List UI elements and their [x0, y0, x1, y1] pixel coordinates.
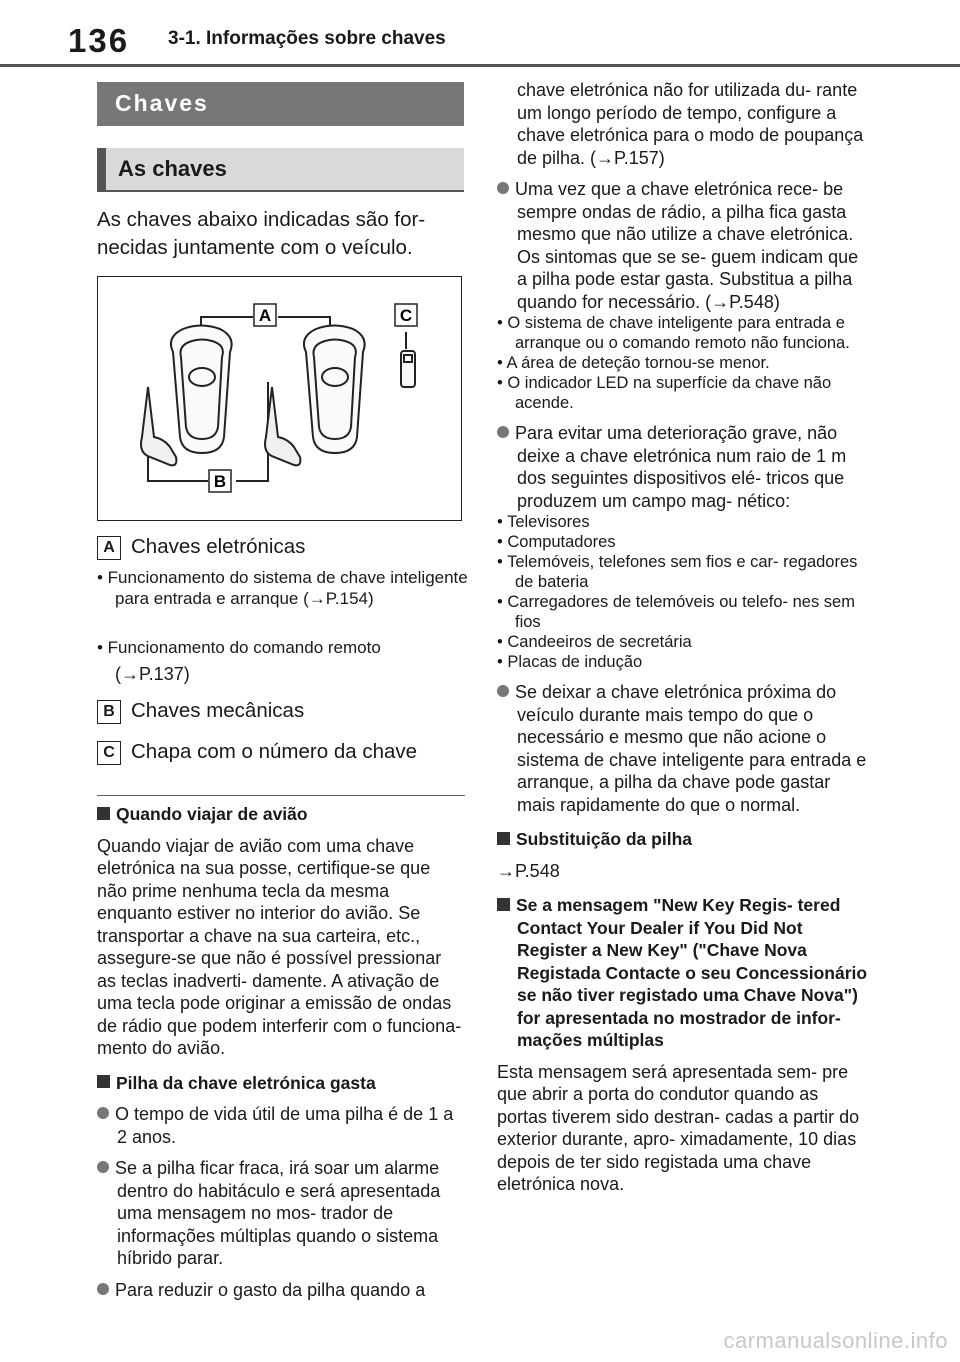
device-3: • Telemóveis, telefones sem fios e car- regadores de bateria — [497, 553, 858, 591]
legend-b-box: B — [97, 700, 121, 724]
header-rule — [0, 64, 960, 67]
heading-airplane: Quando viajar de avião — [97, 803, 465, 826]
legend-c — [97, 740, 417, 765]
deterioration-note: Para evitar uma deterioração grave, não deixe a chave eletrónica num raio de 1 m dos seguintes dispositivos elé- tricos que produzem um campo mag- nético: — [497, 422, 869, 512]
intro-text: As chaves abaixo indicadas são for- necidas juntamente com o veículo. — [97, 208, 426, 259]
page-header — [0, 0, 960, 66]
proximity-note: Se deixar a chave eletrónica próxima do veículo durante mais tempo do que o necessário e mesmo que não acione o sistema de chave inteligente para entrada e arranque, a pilha da chave pode gastar mais rapidamente do que o normal. — [497, 681, 869, 816]
heading-new-key-message: Se a mensagem "New Key Regis- tered Contact Your Dealer if You Did Not Register a New Key" ("Chave Nova Registada Contacte o seu Concessionário se não tiver registado uma Chave Nova") for apresentada no mostrador de infor- mações múltiplas — [497, 894, 869, 1052]
device-4: • Carregadores de telemóveis ou telefo- nes sem fios — [497, 593, 855, 631]
square-bullet-icon — [97, 1075, 110, 1088]
square-bullet-icon — [497, 898, 510, 911]
keys-illustration — [97, 276, 462, 521]
legend-b — [97, 699, 304, 724]
new-key-message-text: Esta mensagem será apresentada sem- pre que abrir a porta do condutor quando as portas tiverem sido destran- cadas a partir do exterior durante, apro- ximadamente, 10 dias depois de ter sido registada uma chave eletrónica nova. — [497, 1061, 860, 1194]
section-title: Chaves — [97, 82, 464, 126]
legend-a — [97, 535, 305, 560]
subsection-title: As chaves — [97, 148, 464, 192]
circle-bullet-icon — [97, 1161, 109, 1173]
square-bullet-icon — [497, 832, 510, 845]
circle-bullet-icon — [497, 182, 509, 194]
legend-a-bullet-1: • Funcionamento do sistema de chave inteligente para entrada e arranque (→P.154) — [97, 568, 468, 608]
label-a: A — [258, 306, 272, 325]
keys-drawing — [98, 277, 460, 519]
circle-bullet-icon — [97, 1107, 109, 1119]
watermark: carmanualsonline.info — [723, 1328, 948, 1353]
section-divider — [97, 795, 465, 796]
radio-waves-note: Uma vez que a chave eletrónica rece- be sempre ondas de rádio, a pilha fica gasta mesmo que não utilize a chave eletrónica. Os sintomas que se se- guem indicam que a pilha pode estar gasta. Substitua a pilha quando for necessário. (→P.548) — [497, 178, 869, 313]
symptom-1: • O sistema de chave inteligente para entrada e arranque ou o comando remoto não funciona. — [497, 314, 850, 352]
device-5: • Candeeiros de secretária — [497, 633, 692, 651]
legend-a-bullet-2: • Funcionamento do comando remoto — [97, 638, 381, 657]
right-column-notes — [497, 79, 869, 1196]
airplane-text: Quando viajar de avião com uma chave eletrónica na sua posse, certifique-se que não prime nenhuma tecla da mesma enquanto estiver no interior do avião. Se transportar a chave na sua carteira, etc., assegure-se que não é possível pressionar as teclas inadverti- damente. A ativação de uma tecla pode originar a emissão de ondas de rádio que podem interferir com o funciona- mento do avião. — [97, 835, 462, 1058]
page-number: 136 — [68, 22, 130, 59]
battery-saving-text: chave eletrónica não for utilizada du- rante um longo período de tempo, configure a chave eletrónica para o modo de poupança de pilha. (→P.157) — [517, 80, 864, 168]
device-6: • Placas de indução — [497, 653, 643, 671]
device-2: • Computadores — [497, 533, 616, 551]
heading-battery: Pilha da chave eletrónica gasta — [97, 1072, 465, 1095]
legend-c-text: Chapa com o número da chave — [131, 740, 418, 763]
left-column-notes — [97, 803, 465, 1301]
device-1: • Televisores — [497, 513, 590, 531]
legend-b-text: Chaves mecânicas — [131, 699, 305, 722]
legend-a-text: Chaves eletrónicas — [131, 535, 306, 558]
battery-note-2: Se a pilha ficar fraca, irá soar um alarme dentro do habitáculo e será apresentada uma mensagem no mos- trador de informações múltiplas quando o sistema híbrido parar. — [97, 1157, 465, 1270]
replacement-ref: →P.548 — [497, 860, 560, 881]
legend-c-box: C — [97, 741, 121, 765]
circle-bullet-icon — [497, 426, 509, 438]
label-c: C — [399, 306, 413, 325]
legend-a-box: A — [97, 536, 121, 560]
circle-bullet-icon — [97, 1283, 109, 1295]
battery-note-3: Para reduzir o gasto da pilha quando a — [97, 1279, 465, 1302]
heading-replacement: Substituição da pilha — [497, 828, 869, 851]
legend-a-bullet-2-ref: (→P.137) — [115, 664, 190, 684]
symptom-2: • A área de deteção tornou-se menor. — [497, 354, 770, 372]
chapter-title: 3-1. Informações sobre chaves — [168, 28, 446, 49]
battery-note-1: O tempo de vida útil de uma pilha é de 1 a 2 anos. — [97, 1103, 465, 1148]
square-bullet-icon — [97, 807, 110, 820]
symptom-3: • O indicador LED na superfície da chave não acende. — [497, 374, 832, 412]
circle-bullet-icon — [497, 685, 509, 697]
label-b: B — [213, 472, 227, 491]
